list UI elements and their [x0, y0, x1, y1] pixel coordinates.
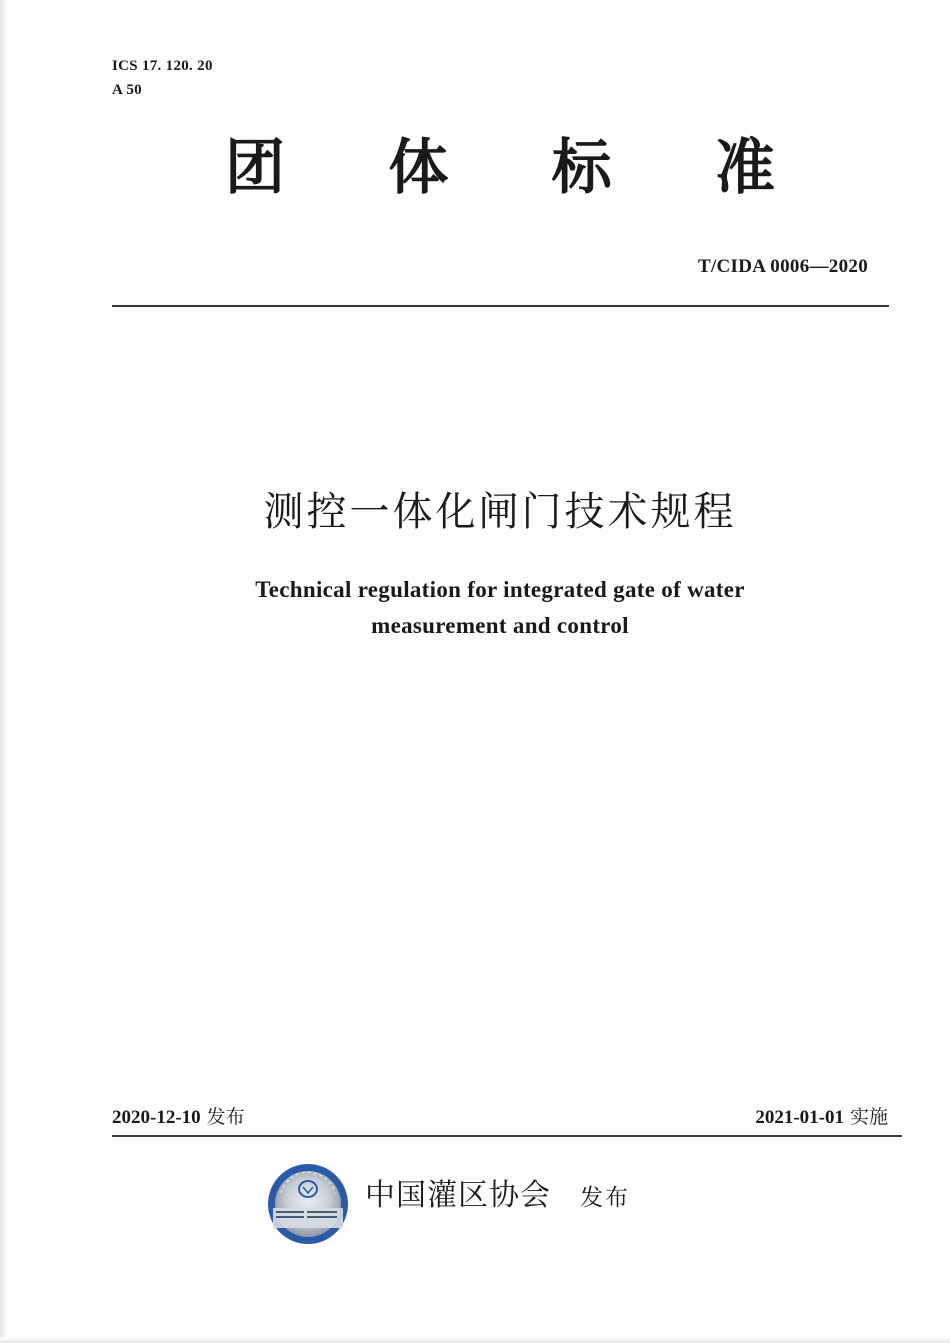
- title-english-line1: Technical regulation for integrated gate of water: [255, 577, 745, 602]
- page-edge-bottom: [0, 1337, 950, 1343]
- doc-type-char: 标: [551, 133, 612, 203]
- publish-label: 发布: [206, 1106, 245, 1128]
- title-chinese: 测控一体化闸门技术规程: [263, 489, 737, 535]
- publish-date-block: [112, 1102, 245, 1129]
- ccs-code: A 50: [112, 82, 142, 98]
- doc-type-char: 团: [225, 133, 285, 203]
- document-type-heading: [200, 132, 800, 204]
- doc-type-char: 体: [388, 133, 449, 203]
- publish-date: 2020-12-10: [112, 1107, 201, 1128]
- title-english-line2: measurement and control: [371, 613, 629, 638]
- title-english: [0, 572, 950, 644]
- doc-type-char: 准: [714, 133, 775, 203]
- implement-date: 2021-01-01: [755, 1107, 844, 1128]
- page-edge-left: [0, 0, 7, 1343]
- standard-code: T/CIDA 0006—2020: [697, 256, 868, 277]
- bottom-divider: [112, 1135, 902, 1137]
- seal-hologram-icon: [267, 1163, 349, 1245]
- publisher-verb: 发布: [580, 1185, 630, 1211]
- implement-label: 实施: [849, 1106, 888, 1128]
- implement-date-block: [755, 1102, 888, 1129]
- ics-code: ICS 17. 120. 20: [112, 58, 213, 74]
- publisher-name: 中国灌区协会: [365, 1178, 551, 1213]
- top-divider: [112, 305, 889, 307]
- classification-codes: [112, 54, 213, 102]
